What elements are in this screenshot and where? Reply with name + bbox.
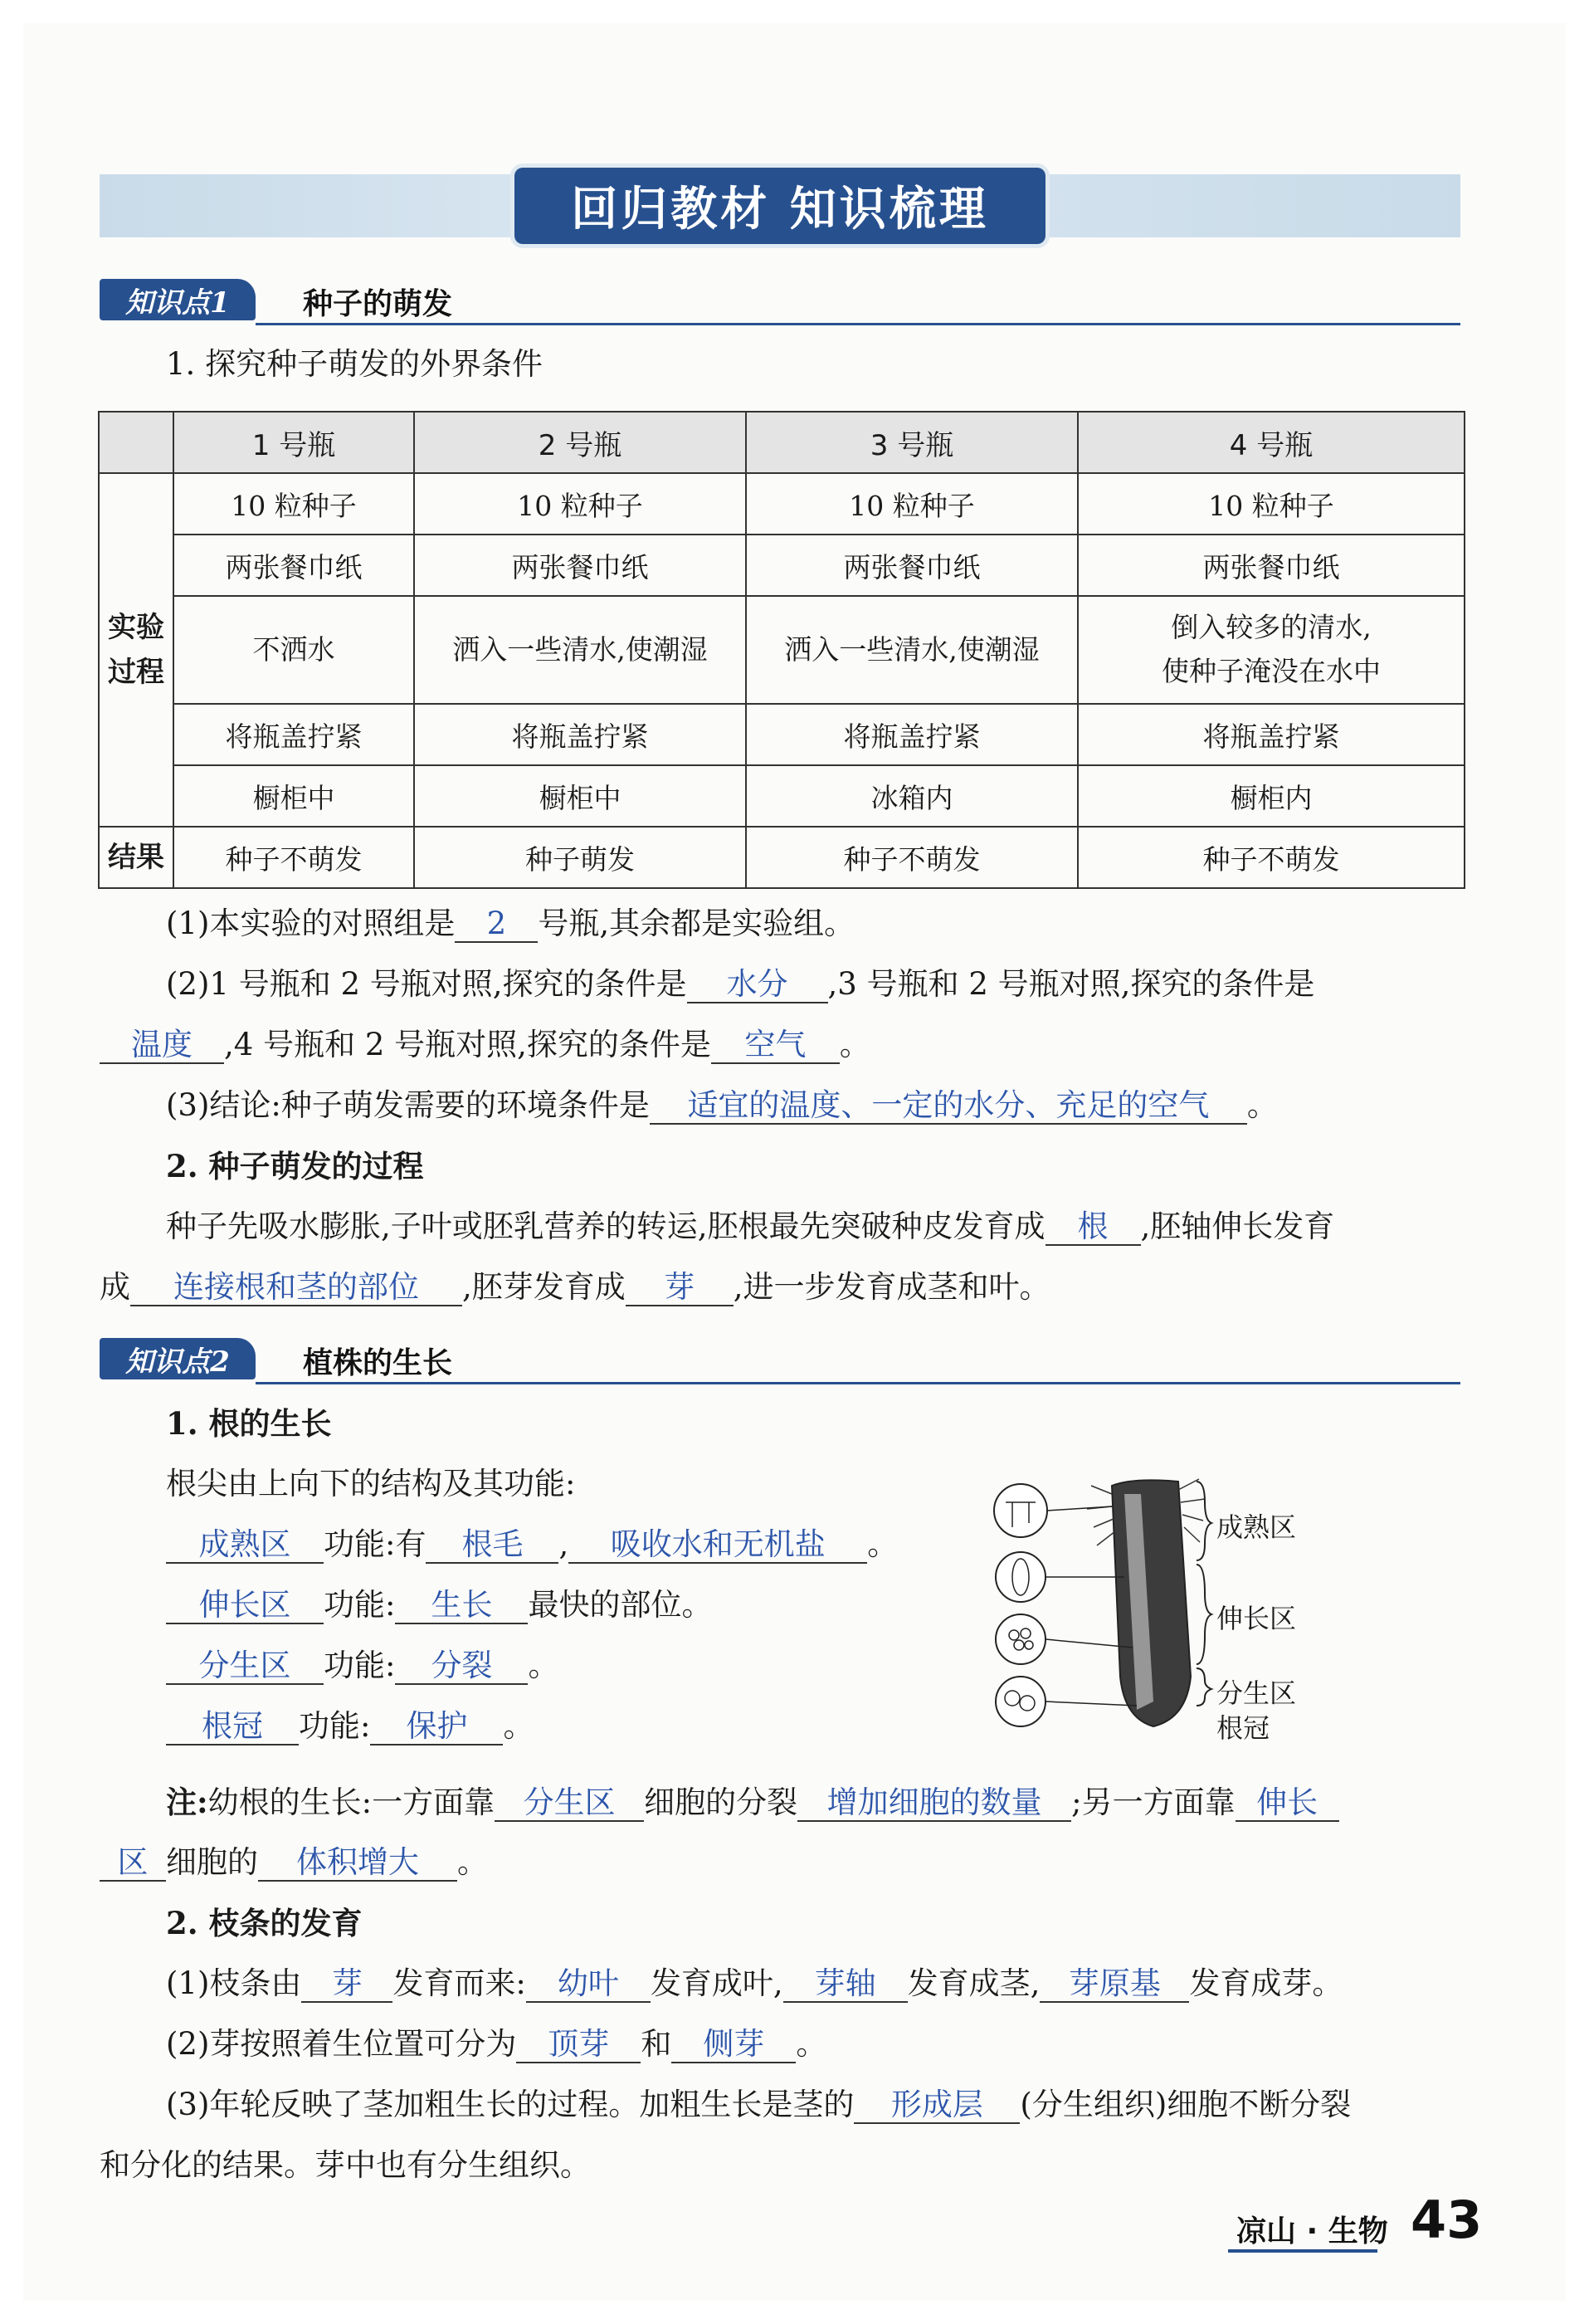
table-header: 2 号瓶 [414,412,746,473]
answer-blank: 体积增大 [258,1846,457,1882]
section-divider [256,1382,1460,1384]
label-root-cap: 根冠 [1216,1712,1270,1744]
table-row [99,596,1465,704]
q2-line2: 成 连接根和茎的部位 ,胚芽发育成 芽 ,进一步发育成茎和叶。 [100,1269,1050,1305]
answer-blank: 温度 [100,1028,224,1064]
q1-part3: (3)结论:种子萌发需要的环境条件是 适宜的温度、一定的水分、充足的空气 。 [166,1087,1278,1123]
table-cell: 倒入较多的清水, 使种子淹没在水中 [1078,596,1465,704]
table-cell: 将瓶盖拧紧 [746,704,1078,765]
table-cell: 10 粒种子 [746,473,1078,535]
section-divider [256,323,1460,325]
label-meristem-zone: 分生区 [1216,1677,1297,1709]
answer-blank: 连接根和茎的部位 [130,1271,462,1306]
answer-blank: 伸长 [1236,1786,1339,1822]
bracket-elongation [1197,1565,1211,1664]
table-cell: 橱柜内 [1078,765,1465,827]
section-badge: 知识点2 [100,1338,256,1379]
section-header-kp2 [100,1335,1460,1384]
answer-blank: 吸收水和无机盐 [568,1528,867,1564]
section-title: 植株的生长 [303,1346,453,1380]
root-tip-diagram [987,1469,1336,1743]
q1-part2-line2: 温度 ,4 号瓶和 2 号瓶对照,探究的条件是 空气 。 [100,1028,870,1064]
answer-blank: 分生区 [166,1649,324,1685]
q1-part2-line1: (2)1 号瓶和 2 号瓶对照,探究的条件是 水分 ,3 号瓶和 2 号瓶对照,探究的条件是 [166,966,1315,1002]
branch-part2: (2)芽按照着生位置可分为 顶芽 和 侧芽 。 [166,2026,827,2062]
answer-blank: 幼叶 [526,1967,651,2003]
answer-blank: 根冠 [166,1710,299,1745]
table-result-row [99,827,1465,888]
table-cell: 两张餐巾纸 [1078,535,1465,596]
table-cell: 冰箱内 [746,765,1078,827]
label-elongation-zone: 伸长区 [1216,1603,1297,1634]
table-row [99,535,1465,596]
table-cell: 将瓶盖拧紧 [173,704,414,765]
table-cell: 种子不萌发 [173,827,414,888]
bracket-mature [1197,1482,1211,1560]
q2-line1: 种子先吸水膨胀,子叶或胚乳营养的转运,胚根最先突破种皮发育成 根 ,胚轴伸长发育 [166,1208,1335,1244]
table-header-row [99,412,1465,473]
table-cell: 10 粒种子 [173,473,414,535]
table-header: 4 号瓶 [1078,412,1465,473]
table-cell: 将瓶盖拧紧 [1078,704,1465,765]
answer-blank: 芽轴 [783,1967,908,2003]
page-title: 回归教材 知识梳理 [514,168,1046,244]
answer-blank: 2 [455,907,538,943]
table-cell: 种子萌发 [414,827,746,888]
table-row [99,704,1465,765]
root-heading: 1. 根的生长 [166,1405,332,1442]
result-label: 结果 [99,827,173,888]
table-cell: 两张餐巾纸 [746,535,1078,596]
answer-blank: 生长 [395,1589,528,1624]
table-cell: 种子不萌发 [746,827,1078,888]
branch-part3-line1: (3)年轮反映了茎加粗生长的过程。加粗生长是茎的 形成层 (分生组织)细胞不断分裂 [166,2087,1352,2122]
table-header: 1 号瓶 [173,412,414,473]
table-corner [99,412,173,473]
label-mature-zone: 成熟区 [1216,1511,1297,1543]
table-cell: 橱柜中 [173,765,414,827]
root-zone-4: 根冠 功能: 保护 。 [166,1709,534,1745]
answer-blank: 成熟区 [166,1528,324,1564]
answer-blank: 根 [1046,1210,1141,1246]
table-cell: 洒入一些清水,使潮湿 [414,596,746,704]
answer-blank: 伸长区 [166,1589,324,1624]
branch-heading: 2. 枝条的发育 [166,1905,363,1941]
answer-blank: 水分 [687,968,828,1003]
table-cell: 洒入一些清水,使潮湿 [746,596,1078,704]
answer-blank: 芽原基 [1040,1967,1189,2003]
root-zone-1: 成熟区 功能:有 根毛 , 吸收水和无机盐 。 [166,1527,898,1564]
table-cell: 两张餐巾纸 [414,535,746,596]
footer-subject: 凉山 · 生物 [1236,2214,1388,2248]
note-line2: 区 细胞的 体积增大 。 [100,1845,488,1882]
bracket-meristem [1197,1668,1211,1706]
table-cell: 不洒水 [173,596,414,704]
answer-blank: 适宜的温度、一定的水分、充足的空气 [650,1089,1247,1125]
table-header: 3 号瓶 [746,412,1078,473]
branch-part1: (1)枝条由 芽 发育而来: 幼叶 发育成叶, 芽轴 发育成茎, 芽原基 发育成芽。 [166,1965,1343,2001]
page-number: 43 [1411,2190,1483,2250]
table-cell: 10 粒种子 [414,473,746,535]
root-zone-2: 伸长区 功能: 生长 最快的部位。 [166,1588,712,1624]
cell-circles [994,1484,1047,1726]
branch-part3-line2: 和分化的结果。芽中也有分生组织。 [100,2147,591,2183]
answer-blank: 侧芽 [671,2028,796,2063]
table-row [99,473,1465,535]
answer-blank: 分生区 [495,1786,644,1822]
answer-blank: 空气 [711,1028,840,1064]
answer-blank: 顶芽 [516,2028,641,2063]
answer-blank: 根毛 [426,1528,558,1564]
answer-blank: 芽 [626,1271,734,1306]
table-row [99,765,1465,827]
table-cell: 两张餐巾纸 [173,535,414,596]
section-badge: 知识点1 [100,279,256,320]
table-cell: 将瓶盖拧紧 [414,704,746,765]
answer-blank: 形成层 [854,2088,1020,2124]
root-intro: 根尖由上向下的结构及其功能: [166,1466,576,1501]
answer-blank: 增加细胞的数量 [797,1786,1071,1822]
answer-blank: 区 [100,1846,166,1882]
table-cell: 10 粒种子 [1078,473,1465,535]
answer-blank: 芽 [301,1967,392,2003]
q1-heading: 1. 探究种子萌发的外界条件 [166,346,543,382]
answer-blank: 保护 [370,1710,503,1745]
footer-underline [1228,2249,1377,2253]
experiment-table [98,411,1465,889]
section-header-kp1 [100,276,1460,325]
process-label: 实验 过程 [99,473,173,827]
table-cell: 种子不萌发 [1078,827,1465,888]
q2-heading: 2. 种子萌发的过程 [166,1148,424,1184]
answer-blank: 分裂 [395,1649,528,1685]
section-title: 种子的萌发 [303,287,453,321]
q1-part1: (1)本实验的对照组是 2 号瓶,其余都是实验组。 [166,906,855,941]
root-zone-3: 分生区 功能: 分裂 。 [166,1648,558,1685]
table-cell: 橱柜中 [414,765,746,827]
note-line1: 注:幼根的生长:一方面靠 分生区 细胞的分裂 增加细胞的数量 ;另一方面靠 伸长 [166,1784,1339,1822]
